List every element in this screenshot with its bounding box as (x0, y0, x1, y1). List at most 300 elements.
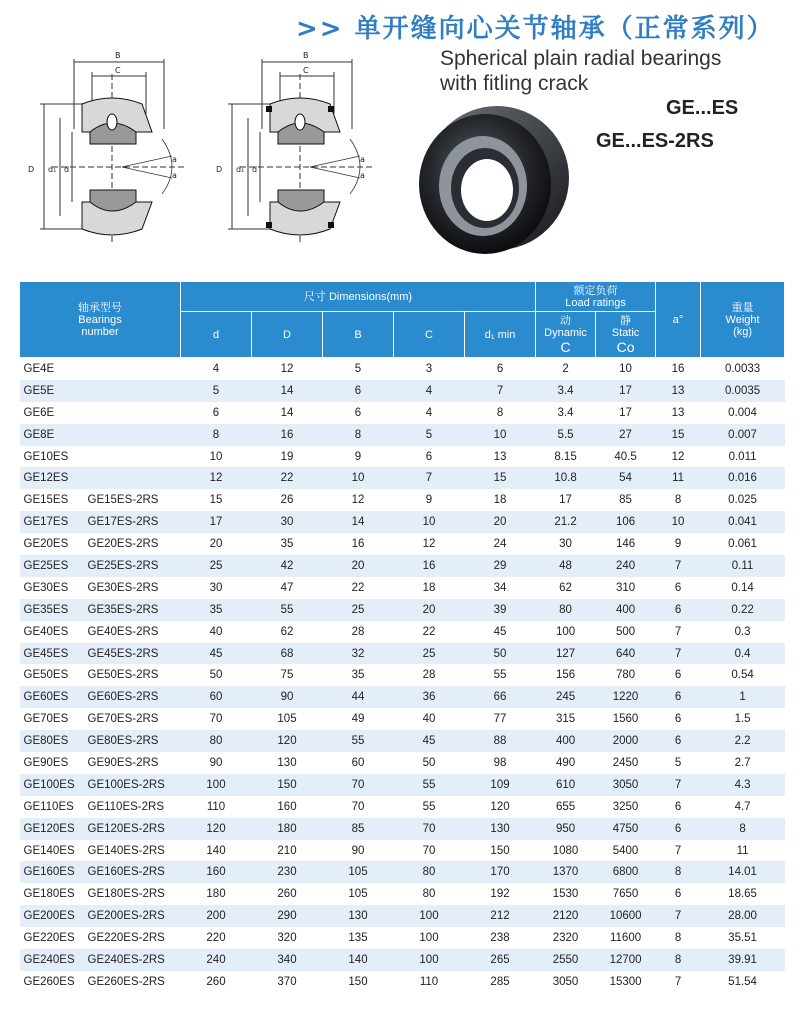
cell-d: 6 (181, 402, 252, 424)
cell-outer-d: 160 (252, 796, 323, 818)
cell-outer-d: 90 (252, 686, 323, 708)
cell-angle: 7 (656, 774, 701, 796)
cell-dynamic-load: 3.4 (536, 380, 596, 402)
bearing-number-2rs: GE70ES-2RS (87, 713, 159, 726)
header-load-cn: 额定负荷 (573, 284, 618, 297)
cell-static-load: 17 (596, 402, 656, 424)
cell-bearing-number (20, 599, 181, 621)
bearing-number-2rs: GE40ES-2RS (87, 625, 159, 638)
bearing-number-es: GE12ES (23, 472, 69, 485)
cell-c: 20 (394, 599, 465, 621)
cell-bearing-number (20, 840, 181, 862)
cell-bearing-number (20, 446, 181, 468)
header-weight (701, 282, 785, 358)
cell-outer-d: 340 (252, 949, 323, 971)
label-angle-a-top: a (172, 155, 177, 164)
cell-outer-d: 68 (252, 643, 323, 665)
header-static (596, 312, 656, 358)
cell-c: 100 (394, 949, 465, 971)
header-dynamic-symbol: C (560, 338, 571, 355)
cell-b: 44 (323, 686, 394, 708)
cell-angle: 6 (656, 686, 701, 708)
cell-dynamic-load: 2550 (536, 949, 596, 971)
cell-bearing-number (20, 708, 181, 730)
cell-d: 180 (181, 883, 252, 905)
cell-static-load: 640 (596, 643, 656, 665)
cell-outer-d: 75 (252, 664, 323, 686)
model-series-es-2rs: GE...ES-2RS (596, 130, 714, 152)
cell-d: 10 (181, 446, 252, 468)
cell-outer-d: 230 (252, 861, 323, 883)
cell-angle: 8 (656, 861, 701, 883)
cell-angle: 6 (656, 883, 701, 905)
cell-d: 30 (181, 577, 252, 599)
label-angle-a-top: a (360, 155, 365, 164)
cell-weight: 0.3 (701, 621, 785, 643)
header-bearing-cn: 轴承型号 (78, 301, 122, 314)
cell-weight: 18.65 (701, 883, 785, 905)
bearing-number-es: GE200ES (23, 910, 75, 923)
cell-dynamic-load: 21.2 (536, 511, 596, 533)
cell-b: 32 (323, 643, 394, 665)
cell-bearing-number (20, 752, 181, 774)
cell-angle: 6 (656, 730, 701, 752)
cell-weight: 4.7 (701, 796, 785, 818)
cell-bearing-number (20, 818, 181, 840)
cell-static-load: 5400 (596, 840, 656, 862)
cell-b: 90 (323, 840, 394, 862)
bearing-number-es: GE8E (23, 428, 55, 441)
cell-static-load: 12700 (596, 949, 656, 971)
header-d: d (181, 312, 252, 358)
table-row (20, 446, 785, 468)
cell-dynamic-load: 400 (536, 730, 596, 752)
label-c: C (115, 66, 121, 75)
page-subtitle (440, 46, 770, 96)
cell-dynamic-load: 5.5 (536, 424, 596, 446)
cell-c: 9 (394, 489, 465, 511)
cell-static-load: 4750 (596, 818, 656, 840)
cell-static-load: 780 (596, 664, 656, 686)
header-weight-cn: 重量 (731, 301, 754, 314)
cell-bearing-number (20, 424, 181, 446)
cell-dynamic-load: 30 (536, 533, 596, 555)
table-row (20, 402, 785, 424)
label-inner-d: d (252, 165, 258, 174)
cell-static-load: 10 (596, 358, 656, 380)
cell-bearing-number (20, 796, 181, 818)
cell-d: 45 (181, 643, 252, 665)
cell-static-load: 85 (596, 489, 656, 511)
cell-outer-d: 22 (252, 467, 323, 489)
cell-c: 100 (394, 927, 465, 949)
cell-outer-d: 14 (252, 380, 323, 402)
cell-b: 70 (323, 796, 394, 818)
header-d1-min: d₁ min (465, 312, 536, 358)
cell-c: 28 (394, 664, 465, 686)
table-row (20, 664, 785, 686)
cell-angle: 6 (656, 796, 701, 818)
cell-c: 80 (394, 861, 465, 883)
cell-static-load: 10600 (596, 905, 656, 927)
bearing-product-image (405, 92, 575, 262)
cell-bearing-number (20, 949, 181, 971)
cell-static-load: 400 (596, 599, 656, 621)
cell-angle: 13 (656, 402, 701, 424)
cell-b: 12 (323, 489, 394, 511)
cell-d1-min: 238 (465, 927, 536, 949)
table-row (20, 511, 785, 533)
cell-bearing-number (20, 511, 181, 533)
cell-static-load: 2000 (596, 730, 656, 752)
cell-b: 105 (323, 861, 394, 883)
cell-b: 16 (323, 533, 394, 555)
bearing-number-es: GE15ES (23, 494, 69, 507)
cell-angle: 8 (656, 949, 701, 971)
cell-weight: 0.025 (701, 489, 785, 511)
cell-bearing-number (20, 927, 181, 949)
cell-dynamic-load: 655 (536, 796, 596, 818)
cell-b: 5 (323, 358, 394, 380)
cell-dynamic-load: 2 (536, 358, 596, 380)
header-c: C (394, 312, 465, 358)
cell-angle: 7 (656, 621, 701, 643)
cell-c: 110 (394, 971, 465, 993)
cell-d: 70 (181, 708, 252, 730)
cell-d1-min: 120 (465, 796, 536, 818)
table-row (20, 358, 785, 380)
table-body (20, 358, 785, 993)
bearing-section-diagram-es-2rs (200, 44, 380, 254)
cell-weight: 14.01 (701, 861, 785, 883)
cell-c: 16 (394, 555, 465, 577)
table-row (20, 489, 785, 511)
header-static-cn: 静 (620, 314, 632, 327)
bearing-number-es: GE110ES (23, 800, 74, 813)
cell-dynamic-load: 490 (536, 752, 596, 774)
cell-static-load: 1560 (596, 708, 656, 730)
cell-angle: 9 (656, 533, 701, 555)
cell-d: 120 (181, 818, 252, 840)
cell-weight: 0.0035 (701, 380, 785, 402)
cell-d1-min: 55 (465, 664, 536, 686)
cell-dynamic-load: 8.15 (536, 446, 596, 468)
bearing-number-2rs: GE90ES-2RS (87, 756, 159, 769)
table-row (20, 949, 785, 971)
cell-d: 100 (181, 774, 252, 796)
cell-angle: 15 (656, 424, 701, 446)
cell-c: 25 (394, 643, 465, 665)
cell-dynamic-load: 1080 (536, 840, 596, 862)
cell-dynamic-load: 315 (536, 708, 596, 730)
model-series-es: GE...ES (666, 97, 739, 119)
bearing-number-es: GE80ES (23, 735, 69, 748)
table-row (20, 752, 785, 774)
bearing-number-2rs: GE17ES-2RS (87, 516, 159, 529)
cell-d: 17 (181, 511, 252, 533)
cell-angle: 8 (656, 927, 701, 949)
cell-d: 4 (181, 358, 252, 380)
cell-d1-min: 285 (465, 971, 536, 993)
bearing-number-es: GE30ES (23, 581, 69, 594)
bearing-number-2rs: GE45ES-2RS (87, 647, 159, 660)
cell-d1-min: 13 (465, 446, 536, 468)
cell-weight: 0.54 (701, 664, 785, 686)
cell-outer-d: 16 (252, 424, 323, 446)
cell-c: 4 (394, 380, 465, 402)
cell-dynamic-load: 2320 (536, 927, 596, 949)
table-row (20, 643, 785, 665)
cell-d: 200 (181, 905, 252, 927)
cell-dynamic-load: 3.4 (536, 402, 596, 424)
cell-outer-d: 290 (252, 905, 323, 927)
cell-dynamic-load: 3050 (536, 971, 596, 993)
cell-angle: 16 (656, 358, 701, 380)
cell-b: 130 (323, 905, 394, 927)
bearing-number-es: GE17ES (23, 516, 69, 529)
bearing-number-2rs: GE200ES-2RS (87, 910, 165, 923)
cell-b: 140 (323, 949, 394, 971)
header-angle: a° (656, 282, 701, 358)
cell-dynamic-load: 10.8 (536, 467, 596, 489)
cell-b: 135 (323, 927, 394, 949)
cell-angle: 7 (656, 840, 701, 862)
bearing-number-es: GE160ES (23, 866, 75, 879)
cell-outer-d: 260 (252, 883, 323, 905)
cell-outer-d: 150 (252, 774, 323, 796)
cell-b: 28 (323, 621, 394, 643)
cell-static-load: 7650 (596, 883, 656, 905)
cell-angle: 7 (656, 643, 701, 665)
cell-angle: 6 (656, 818, 701, 840)
bearing-number-2rs: GE80ES-2RS (87, 735, 159, 748)
cell-c: 45 (394, 730, 465, 752)
cell-b: 10 (323, 467, 394, 489)
bearing-number-2rs: GE20ES-2RS (87, 538, 159, 551)
cell-bearing-number (20, 533, 181, 555)
cell-weight: 51.54 (701, 971, 785, 993)
label-angle-a-bottom: a (172, 171, 177, 180)
bearing-number-es: GE4E (23, 362, 55, 375)
table-row (20, 971, 785, 993)
cell-d: 60 (181, 686, 252, 708)
cell-dynamic-load: 2120 (536, 905, 596, 927)
cell-weight: 2.2 (701, 730, 785, 752)
cell-outer-d: 19 (252, 446, 323, 468)
bearing-number-2rs: GE140ES-2RS (87, 844, 165, 857)
bearing-section-diagram-es (12, 44, 192, 254)
cell-b: 14 (323, 511, 394, 533)
cell-d: 160 (181, 861, 252, 883)
subtitle-line-2: with fitling crack (440, 72, 589, 95)
bearing-number-es: GE240ES (23, 953, 75, 966)
cell-c: 100 (394, 905, 465, 927)
header-b: B (323, 312, 394, 358)
cell-outer-d: 105 (252, 708, 323, 730)
table-row (20, 708, 785, 730)
bearing-number-es: GE20ES (23, 538, 69, 551)
cell-static-load: 11600 (596, 927, 656, 949)
label-b: B (115, 51, 121, 60)
header-load-en: Load ratings (565, 296, 626, 309)
cell-weight: 0.004 (701, 402, 785, 424)
cell-d1-min: 15 (465, 467, 536, 489)
page-title: >> 单开缝向心关节轴承（正常系列） (296, 14, 775, 44)
cell-bearing-number (20, 577, 181, 599)
label-d1: d₁ (48, 165, 57, 174)
cell-b: 85 (323, 818, 394, 840)
cell-angle: 13 (656, 380, 701, 402)
cell-outer-d: 370 (252, 971, 323, 993)
cell-angle: 6 (656, 577, 701, 599)
cell-c: 5 (394, 424, 465, 446)
label-inner-d: d (64, 165, 70, 174)
cell-c: 80 (394, 883, 465, 905)
cell-d1-min: 39 (465, 599, 536, 621)
cell-c: 40 (394, 708, 465, 730)
header-bearing-number (20, 282, 181, 358)
bearing-number-2rs: GE30ES-2RS (87, 581, 159, 594)
cell-outer-d: 47 (252, 577, 323, 599)
cell-angle: 6 (656, 599, 701, 621)
table-row (20, 905, 785, 927)
header-bearing-en: Bearings number (78, 313, 122, 338)
cell-d1-min: 18 (465, 489, 536, 511)
cell-c: 4 (394, 402, 465, 424)
cell-weight: 0.007 (701, 424, 785, 446)
cell-dynamic-load: 48 (536, 555, 596, 577)
cell-d: 140 (181, 840, 252, 862)
cell-d1-min: 45 (465, 621, 536, 643)
cell-weight: 0.22 (701, 599, 785, 621)
bearing-number-es: GE6E (23, 406, 55, 419)
cell-d1-min: 66 (465, 686, 536, 708)
label-b: B (303, 51, 309, 60)
cell-d: 5 (181, 380, 252, 402)
bearing-number-es: GE90ES (23, 756, 69, 769)
cell-outer-d: 12 (252, 358, 323, 380)
cell-c: 55 (394, 774, 465, 796)
cell-d1-min: 109 (465, 774, 536, 796)
cell-static-load: 3050 (596, 774, 656, 796)
table-row (20, 599, 785, 621)
table-row (20, 840, 785, 862)
cell-weight: 4.3 (701, 774, 785, 796)
bearing-number-2rs: GE50ES-2RS (87, 669, 159, 682)
bearing-number-es: GE220ES (23, 932, 75, 945)
cell-dynamic-load: 127 (536, 643, 596, 665)
cell-bearing-number (20, 861, 181, 883)
subtitle-line-1: Spherical plain radial bearings (440, 47, 722, 70)
cell-outer-d: 30 (252, 511, 323, 533)
cell-bearing-number (20, 730, 181, 752)
cell-d1-min: 150 (465, 840, 536, 862)
cell-b: 35 (323, 664, 394, 686)
cell-static-load: 27 (596, 424, 656, 446)
cell-b: 55 (323, 730, 394, 752)
cell-b: 22 (323, 577, 394, 599)
cell-bearing-number (20, 489, 181, 511)
cell-angle: 7 (656, 905, 701, 927)
bearing-number-es: GE50ES (23, 669, 69, 682)
cell-c: 70 (394, 840, 465, 862)
cell-bearing-number (20, 467, 181, 489)
cell-dynamic-load: 1530 (536, 883, 596, 905)
bearing-number-2rs: GE100ES-2RS (87, 778, 165, 791)
cell-c: 10 (394, 511, 465, 533)
cell-weight: 1.5 (701, 708, 785, 730)
table-row (20, 533, 785, 555)
cell-dynamic-load: 156 (536, 664, 596, 686)
cell-static-load: 3250 (596, 796, 656, 818)
cell-d: 35 (181, 599, 252, 621)
table-row (20, 686, 785, 708)
header-dimensions: 尺寸 Dimensions(mm) (181, 282, 536, 312)
cell-b: 9 (323, 446, 394, 468)
cell-bearing-number (20, 380, 181, 402)
cell-outer-d: 14 (252, 402, 323, 424)
cell-c: 12 (394, 533, 465, 555)
cell-d1-min: 130 (465, 818, 536, 840)
bearing-number-es: GE120ES (23, 822, 75, 835)
table-row (20, 883, 785, 905)
cell-outer-d: 320 (252, 927, 323, 949)
bearing-number-es: GE260ES (23, 975, 75, 988)
cell-d: 220 (181, 927, 252, 949)
cell-d1-min: 98 (465, 752, 536, 774)
cell-c: 3 (394, 358, 465, 380)
cell-d: 12 (181, 467, 252, 489)
cell-d1-min: 7 (465, 380, 536, 402)
cell-bearing-number (20, 555, 181, 577)
cell-d1-min: 6 (465, 358, 536, 380)
bearing-number-2rs: GE110ES-2RS (87, 800, 164, 813)
cell-bearing-number (20, 358, 181, 380)
cell-bearing-number (20, 402, 181, 424)
table-row (20, 861, 785, 883)
cell-dynamic-load: 17 (536, 489, 596, 511)
cell-d: 50 (181, 664, 252, 686)
cell-c: 7 (394, 467, 465, 489)
cell-outer-d: 210 (252, 840, 323, 862)
cell-b: 20 (323, 555, 394, 577)
bearing-number-es: GE180ES (23, 888, 75, 901)
header-dynamic (536, 312, 596, 358)
cell-dynamic-load: 245 (536, 686, 596, 708)
cell-outer-d: 42 (252, 555, 323, 577)
bearing-number-2rs: GE260ES-2RS (87, 975, 165, 988)
cell-bearing-number (20, 643, 181, 665)
cell-weight: 11 (701, 840, 785, 862)
table-row (20, 774, 785, 796)
cell-c: 6 (394, 446, 465, 468)
cell-angle: 6 (656, 664, 701, 686)
label-outer-d: D (216, 165, 223, 174)
cell-d: 25 (181, 555, 252, 577)
bearing-number-2rs: GE15ES-2RS (87, 494, 159, 507)
cell-d: 260 (181, 971, 252, 993)
table-row (20, 927, 785, 949)
label-outer-d: D (28, 165, 35, 174)
label-c: C (303, 66, 309, 75)
cell-weight: 28.00 (701, 905, 785, 927)
cell-weight: 0.0033 (701, 358, 785, 380)
bearing-number-es: GE10ES (23, 450, 69, 463)
cell-d: 20 (181, 533, 252, 555)
cell-outer-d: 35 (252, 533, 323, 555)
bearing-number-2rs: GE60ES-2RS (87, 691, 159, 704)
cell-outer-d: 180 (252, 818, 323, 840)
